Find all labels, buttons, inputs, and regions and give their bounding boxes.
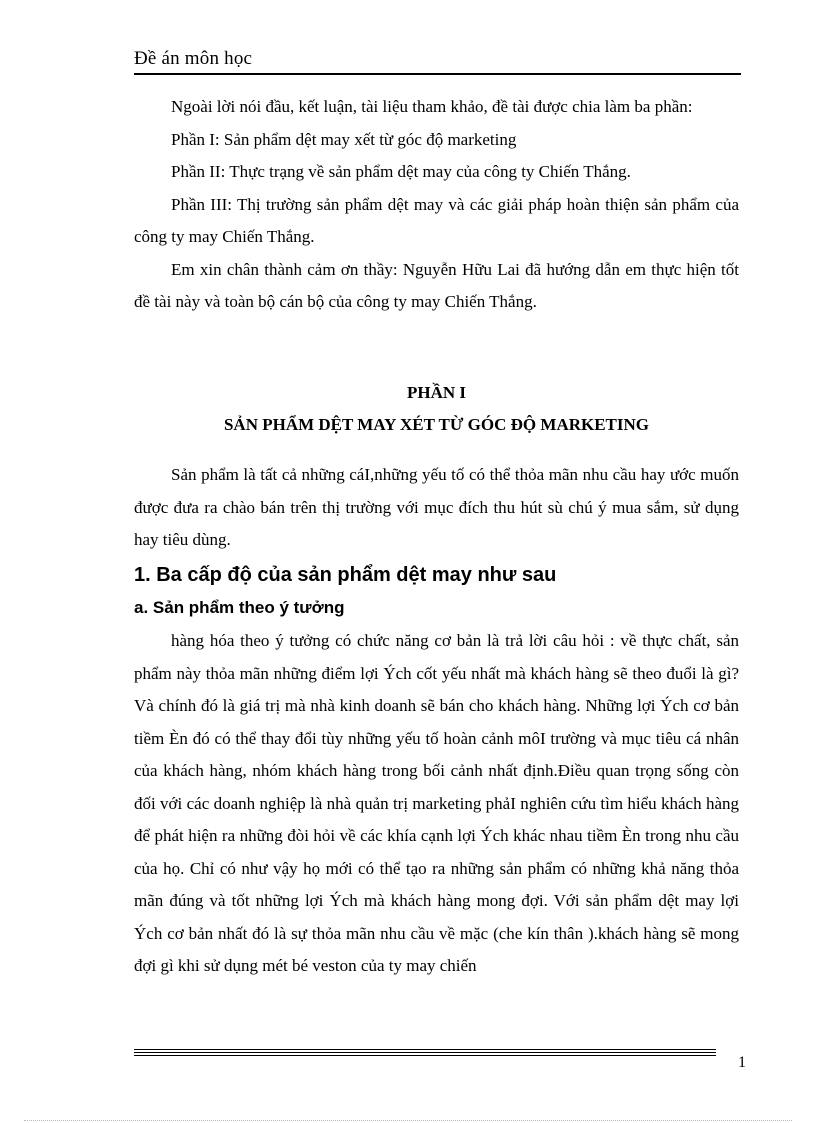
intro-paragraph: Phần II: Thực trạng về sản phẩm dệt may của công ty Chiến Thắng. [171, 162, 631, 181]
footer-divider-top [134, 1049, 716, 1050]
page-header-title: Đề án môn học [134, 48, 253, 69]
definition-block [134, 459, 739, 557]
footer-divider-bottom [134, 1055, 716, 1056]
subsection-paragraph: hàng hóa theo ý tưởng có chức năng cơ bản là trả lời câu hỏi : về thực chất, sản phẩm này thỏa mãn những điểm lợi Ých cốt yếu nhất mà khách hàng sẽ theo đuổi là gì? Và chính đó là giá trị mà nhà kinh doanh sẽ bán cho khách hàng. Những lợi Ých cơ bản tiềm Èn đó có thể thay đổi tùy những yếu tố hoàn cảnh môI trường và mục tiêu cá nhân của khách hàng, nhóm khách hàng trong bối cảnh nhất định.Điều quan trọng sống còn đối với các doanh nghiệp là nhà quản trị marketing phảI nghiên cứu tìm hiểu khách hàng để phát hiện ra những đòi hỏi về các khía cạnh lợi Ých khác nhau tiềm Èn trong nhu cầu của họ. Chỉ có như vậy họ mới có thể tạo ra những sản phẩm có những khả năng thỏa mãn đúng và tốt những lợi Ých mà khách hàng mong đợi. Với sản phẩm dệt may lợi Ých cơ bản nhất đó là sự thỏa mãn nhu cầu về mặc (che kín thân ).khách hàng sẽ mong đợi gì khi sử dụng mét bé veston của ty may chiến [134, 631, 739, 975]
page-edge-guide [24, 1120, 792, 1121]
intro-paragraph: Phần III: Thị trường sản phẩm dệt may và các giải pháp hoàn thiện sản phẩm của công ty may Chiến Thắng. [134, 194, 739, 246]
part-title: SẢN PHẨM DỆT MAY XÉT TỪ GÓC ĐỘ MARKETING [223, 415, 650, 434]
subsection-heading: a. Sản phẩm theo ý tưởng [134, 598, 345, 617]
intro-paragraph: Em xin chân thành cảm ơn thầy: Nguyễn Hữu Lai đã hướng dẫn em thực hiện tốt đề tài này và toàn bộ cán bộ của công ty may Chiến Thắng. [134, 259, 739, 311]
definition-paragraph: Sản phẩm là tất cả những cáI,những yếu tố có thể thỏa mãn nhu cầu hay ước muốn được đưa ra chào bán trên thị trường với mục đích thu hút sù chú ý mua sắm, sử dụng hay tiêu dùng. [134, 465, 739, 549]
footer-divider-middle [134, 1052, 716, 1053]
intro-paragraph: Phần I: Sản phẩm dệt may xết từ góc độ marketing [171, 129, 517, 149]
page-number: 1 [738, 1054, 746, 1071]
part-heading-block [134, 377, 739, 441]
intro-block [134, 91, 739, 319]
part-label: PHẦN I [406, 383, 467, 402]
section-heading: 1. Ba cấp độ của sản phẩm dệt may như sau [134, 564, 557, 586]
subsection-body [134, 625, 739, 983]
header-divider [134, 73, 741, 75]
intro-paragraph: Ngoài lời nói đầu, kết luận, tài liệu tham khảo, đề tài được chia làm ba phần: [171, 97, 693, 116]
